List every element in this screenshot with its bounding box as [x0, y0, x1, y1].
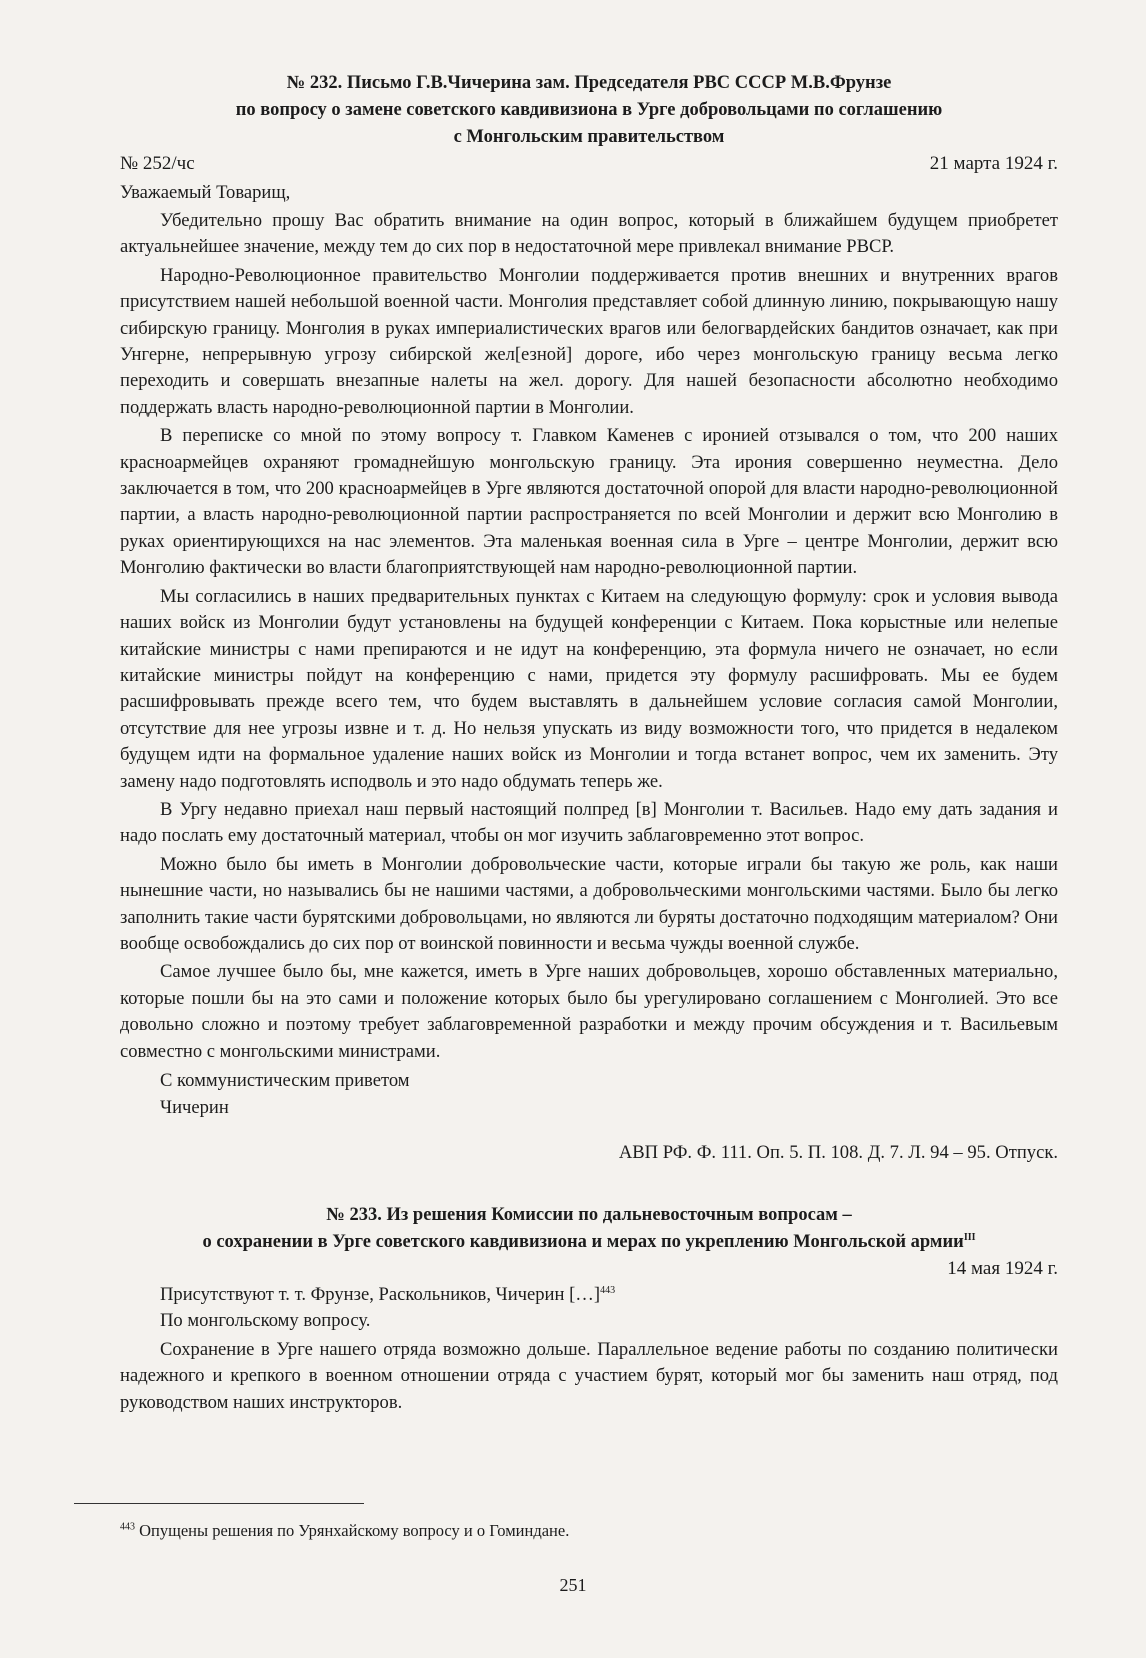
doc232-paragraph: В переписке со мной по этому вопросу т. Главком Каменев с иронией отзывался о том, что 200 наших красноармейцев охраняют громаднейшую монгольскую границу. Эта ирония совершенно неуместна. Дело заключается в том, что 200 красноармейцев в Урге являются достаточной опорой для власти народно-революционной партии, а власть народно-революционной партии распространяется по всей Монголии и держит всю Монголию в руках ориентирующихся на нас элементов. Эта маленькая военная сила в Урге – центре Монголии, держит всю Монголию фактически во власти благоприятствующей нам народно-революционной партии. [120, 425, 1058, 579]
doc232-signature: Чичерин [160, 1097, 229, 1118]
footnote [120, 1520, 569, 1542]
doc232-paragraph: Можно было бы иметь в Монголии добровольческие части, которые играли бы такую же роль, как наши нынешние части, но назывались бы не нашими частями, а добровольческими монгольскими частями. Было бы легко заполнить такие части бурятскими добровольцами, но являются ли буряты достаточно подходящим материалом? Они вообще освобождались до сих пор от воинской повинности и весьма чужды военной службе. [120, 853, 1058, 954]
doc232-archive-source: АВП РФ. Ф. 111. Оп. 5. П. 108. Д. 7. Л. 94 – 95. Отпуск. [618, 1142, 1058, 1163]
doc233-title-note-ref: III [963, 1231, 976, 1243]
doc232-paragraph: Мы согласились в наших предварительных пунктах с Китаем на следующую формулу: срок и условия вывода наших войск из Монголии будут установлены на будущей конференции с Китаем. Пока корыстные или нелепые китайские министры с нами препираются и не идут на конференцию, эта формула ничего не означает, но если китайские министры пойдут на конференцию с нами, придется эту формулу расшифровать. Мы ее будем расшифровывать прежде всего тем, что будем выставлять в дальнейшем условие согласия самой Монголии, отсутствие для нее угрозы извне и т. д. Но нельзя упускать из виду возможности того, что придется в недалеком будущем идти на формальное удаление наших войск из Монголии и тогда встанет вопрос, чем их заменить. Эту замену надо подготовлять исподволь и это надо обдумать теперь же. [120, 585, 1058, 792]
doc232-title-line: по вопросу о замене советского кавдивизиона в Урге добровольцами по соглашению [235, 100, 943, 120]
doc232-salutation: Уважаемый Товарищ, [120, 182, 291, 203]
doc232-number: № 252/чс [120, 153, 195, 174]
doc232-title [120, 70, 1058, 151]
doc233-decision: Сохранение в Урге нашего отряда возможно дольше. Параллельное ведение работы по созданию политически надежного и крепкого в военном отношении отряда с участием бурят, который мог бы заменить наш отряд, под руководством наших инструкторов. [120, 1338, 1058, 1413]
doc232-paragraph: Самое лучшее было бы, мне кажется, иметь в Урге наших добровольцев, хорошо обставленных материально, которые пошли бы на это сами и положение которых было бы урегулировано соглашением с Монголией. Это все довольно сложно и поэтому требует заблаговременной разработки и между прочим обсуждения и т. Васильевым совместно с монгольскими министрами. [120, 961, 1058, 1062]
doc233-title [120, 1202, 1058, 1256]
doc233-present [120, 1282, 1058, 1308]
footnote-number: 443 [120, 1521, 135, 1533]
doc233-title-line [120, 1229, 1058, 1256]
doc233-title-line: № 233. Из решения Комиссии по дальневосточным вопросам – [326, 1205, 852, 1225]
doc232-paragraph: В Ургу недавно приехал наш первый настоящий полпред [в] Монголии т. Васильев. Надо ему дать задания и надо послать ему достаточный материал, чтобы он мог изучить заблаговременно этот вопрос. [120, 798, 1058, 847]
doc233-meta [120, 1256, 1058, 1282]
doc232-title-line: № 232. Письмо Г.В.Чичерина зам. Председателя РВС СССР М.В.Фрунзе [286, 73, 892, 93]
doc233-date: 14 мая 1924 г. [947, 1258, 1058, 1279]
doc232-closing: С коммунистическим приветом [160, 1070, 410, 1091]
doc232-date: 21 марта 1924 г. [929, 153, 1058, 174]
footnote-text: Опущены решения по Урянхайскому вопросу и о Гоминдане. [139, 1521, 570, 1540]
footnote-divider [74, 1503, 364, 1504]
doc232-title-line: с Монгольским правительством [453, 127, 725, 147]
doc233-present-text: Присутствуют т. т. Фрунзе, Раскольников, Чичерин […] [160, 1284, 601, 1305]
doc232-meta [120, 151, 1058, 177]
doc233-title-text: о сохранении в Урге советского кавдивизиона и мерах по укреплению Монгольской армии [202, 1232, 964, 1252]
doc232-paragraph: Народно-Революционное правительство Монголии поддерживается против внешних и внутренних врагов присутствием нашей небольшой военной части. Монголия представляет собой длинную линию, покрывающую нашу сибирскую границу. Монголия в руках империалистических врагов или белогвардейских бандитов означает, как при Унгерне, непрерывную угрозу сибирской жел[езной] дороге, ибо через монгольскую границу весьма легко переходить и совершать внезапные налеты на жел. дорогу. Для нашей безопасности абсолютно необходимо поддержать власть народно-революционной партии в Монголии. [120, 264, 1058, 418]
page-content [120, 70, 1058, 1416]
page-number: 251 [559, 1575, 587, 1595]
footnote-ref-443: 443 [600, 1284, 616, 1296]
doc233-topic: По монгольскому вопросу. [160, 1310, 371, 1332]
doc232-paragraph: Убедительно прошу Вас обратить внимание на один вопрос, который в ближайшем будущем приобретет актуальнейшее значение, между тем до сих пор в недостаточной мере привлекал внимание РВСР. [120, 210, 1058, 258]
